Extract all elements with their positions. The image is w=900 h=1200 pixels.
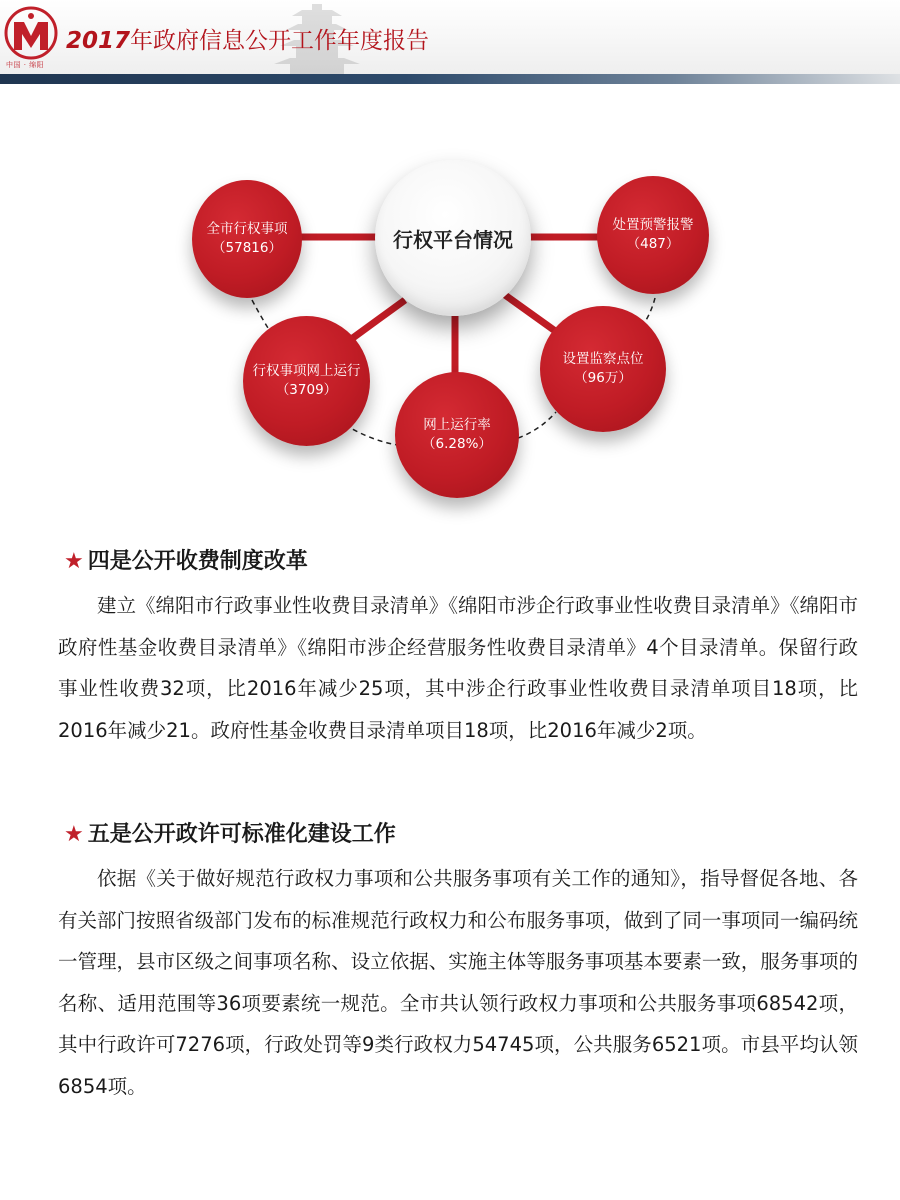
star-icon: ★ — [64, 549, 84, 574]
section-heading-text: 四是公开收费制度改革 — [87, 549, 308, 574]
title-year: 2017 — [66, 28, 131, 54]
node-value: （96万） — [574, 370, 632, 386]
node-center-platform — [375, 160, 531, 316]
section-heading-text: 五是公开政许可标准化建设工作 — [87, 822, 396, 847]
section-heading-fees — [64, 544, 308, 575]
title-text: 年政府信息公开工作年度报告 — [130, 28, 430, 54]
star-icon: ★ — [64, 822, 84, 847]
node-value: （487） — [626, 236, 680, 252]
node-monitoring-points — [540, 306, 666, 432]
node-total-powers — [192, 180, 302, 298]
section-body-licensing: 依据《关于做好规范行政权力事项和公共服务事项有关工作的通知》，指导督促各地、各有关部门按照省级部门发布的标准规范行政权力和公布服务事项，做到了同一事项同一编码统一管理，县市区级之间事项名称、设立依据、实施主体等服务事项基本要素一致，服务事项的名称、适用范围等36项要素统一规范。全市共认领行政权力事项和公共服务事项68542项，其中行政许可7276项，行政处罚等9类行政权力54745项，公共服务6521项。市县平均认领6854项。 — [58, 867, 858, 1098]
dashed-arc-left-top — [252, 300, 268, 328]
header-divider-bar — [0, 74, 900, 84]
node-online-rate — [395, 372, 519, 498]
dashed-arc-right-bottom — [518, 412, 556, 438]
node-label: 行权事项网上运行 — [252, 363, 361, 379]
node-label: 设置监察点位 — [562, 351, 644, 367]
section-heading-licensing — [64, 817, 396, 848]
logo-caption: 中国 · 绵阳 — [6, 61, 45, 69]
node-online-powers — [243, 316, 370, 446]
page-header — [0, 0, 900, 84]
center-node-label: 行权平台情况 — [393, 227, 513, 252]
node-value: （57816） — [212, 240, 282, 256]
node-value: （3709） — [275, 382, 338, 398]
node-label: 全市行权事项 — [206, 221, 288, 237]
node-label: 处置预警报警 — [612, 217, 694, 233]
connector-lower-left — [350, 300, 405, 340]
node-alerts-handled — [597, 176, 709, 294]
node-value: （6.28%） — [422, 436, 492, 452]
section-body-fees: 建立《绵阳市行政事业性收费目录清单》《绵阳市涉企行政事业性收费目录清单》《绵阳市政府性基金收费目录清单》《绵阳市涉企经营服务性收费目录清单》4个目录清单。保留行政事业性收费32项，比2016年减少25项，其中涉企行政事业性收费目录清单项目18项，比2016年减少21。政府性基金收费目录清单项目18项，比2016年减少2项。 — [58, 594, 858, 742]
node-label: 网上运行率 — [423, 417, 491, 433]
dashed-arc-right-top — [645, 298, 655, 322]
page-title — [66, 22, 429, 55]
